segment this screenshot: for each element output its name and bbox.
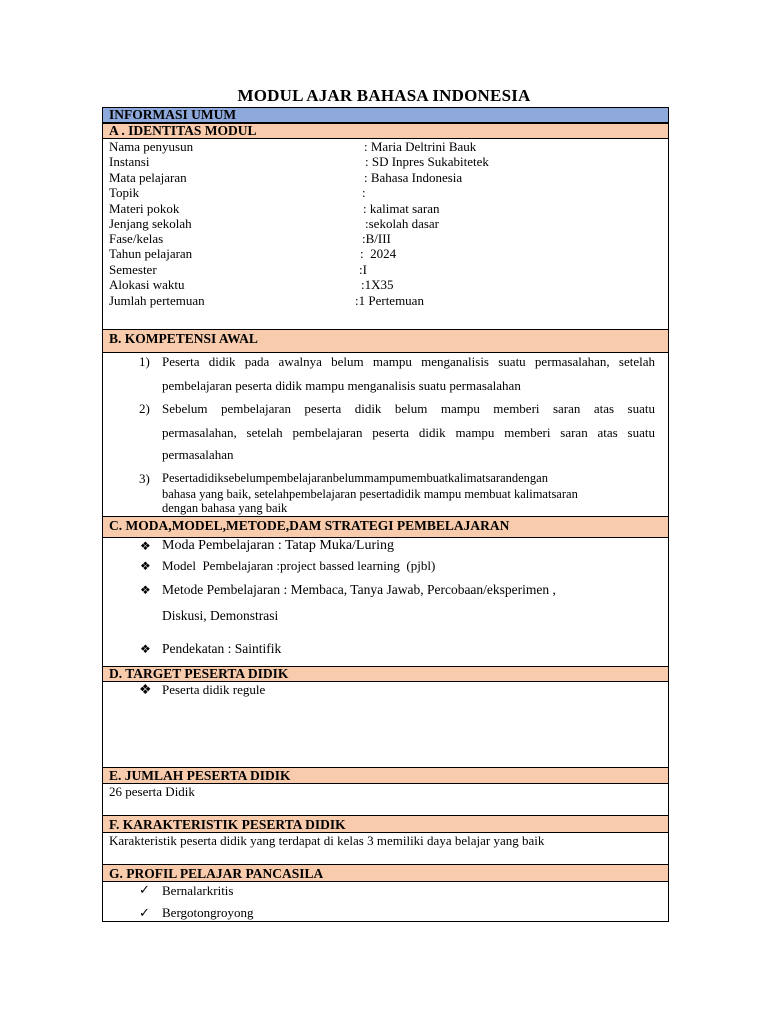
list-item-text: Pendekatan : Saintifik <box>162 641 282 656</box>
list-item-text: Peserta didik pada awalnya belum mampu menganalisis suatu permasalahan, setelah <box>162 354 655 369</box>
list-item-text: Bergotongroyong <box>162 905 254 920</box>
diamond-bullet-icon: ❖ <box>140 583 151 597</box>
identitas-value: :I <box>359 262 367 277</box>
list-item-text: permasalahan, setelah pembelajaran peserta didik mampu memberi saran atas suatu <box>162 425 655 440</box>
diamond-bullet-icon: ❖ <box>140 559 151 573</box>
list-item-text: Moda Pembelajaran : Tatap Muka/Luring <box>162 538 395 553</box>
identitas-value: :1 Pertemuan <box>355 293 424 308</box>
identitas-value: : Bahasa Indonesia <box>364 170 463 185</box>
list-item-text: Peserta didik regule <box>162 682 266 697</box>
identitas-label: Jumlah pertemuan <box>109 293 205 308</box>
list-item-text: Diskusi, Demonstrasi <box>162 608 279 623</box>
identitas-label: Mata pelajaran <box>109 170 187 185</box>
list-item-text: permasalahan <box>162 447 234 462</box>
identitas-value: :B/III <box>362 231 391 246</box>
section-informasi-umum: INFORMASI UMUM <box>103 107 668 123</box>
identitas-label: Fase/kelas <box>109 231 164 246</box>
section-profil-pancasila: G. PROFIL PELAJAR PANCASILA <box>103 864 668 882</box>
diamond-bullet-icon: ❖ <box>139 683 152 698</box>
identitas-value: : 2024 <box>360 246 397 261</box>
list-item-text: Bernalarkritis <box>162 883 234 898</box>
identitas-label: Instansi <box>109 154 150 169</box>
section-jumlah-peserta: E. JUMLAH PESERTA DIDIK <box>103 767 668 784</box>
diamond-bullet-icon: ❖ <box>140 539 151 553</box>
list-item-text: Pesertadidiksebelumpembelajaranbelummampumembuatkalimatsarandengan <box>162 471 548 485</box>
section-identitas-modul: A . IDENTITAS MODUL <box>103 123 668 139</box>
identitas-value: :sekolah dasar <box>365 216 440 231</box>
identitas-label: Materi pokok <box>109 201 180 216</box>
karakteristik-text: Karakteristik peserta didik yang terdapat di kelas 3 memiliki daya belajar yang baik <box>109 833 545 848</box>
section-karakteristik: F. KARAKTERISTIK PESERTA DIDIK <box>103 815 668 833</box>
identitas-value: : Maria Deltrini Bauk <box>364 139 477 154</box>
identitas-label: Semester <box>109 262 157 277</box>
check-icon: ✓ <box>139 882 150 897</box>
identitas-value: : SD Inpres Sukabitetek <box>365 154 489 169</box>
list-item-text: Metode Pembelajaran : Membaca, Tanya Jawab, Percobaan/eksperimen , <box>162 582 556 597</box>
identitas-label: Nama penyusun <box>109 139 194 154</box>
check-icon: ✓ <box>139 905 150 920</box>
section-kompetensi-awal: B. KOMPETENSI AWAL <box>103 329 668 353</box>
identitas-label: Jenjang sekolah <box>109 216 192 231</box>
jumlah-peserta-value: 26 peserta Didik <box>109 784 195 799</box>
list-number: 2) <box>139 401 150 416</box>
list-item-text: bahasa yang baik, setelahpembelajaran pesertadidik mampu membuat kalimatsaran <box>162 487 578 501</box>
list-number: 3) <box>139 471 150 486</box>
list-item-text: pembelajaran peserta didik mampu menganalisis suatu permasalahan <box>162 378 521 393</box>
identitas-value: :1X35 <box>361 277 394 292</box>
list-item-text: Sebelum pembelajaran peserta didik belum mampu memberi saran atas suatu <box>162 401 655 416</box>
list-item-text: Model Pembelajaran :project bassed learning (pjbl) <box>162 558 436 573</box>
diamond-bullet-icon: ❖ <box>140 642 151 656</box>
section-moda-model-metode: C. MODA,MODEL,METODE,DAM STRATEGI PEMBELAJARAN <box>103 516 668 538</box>
section-target-peserta: D. TARGET PESERTA DIDIK <box>103 666 668 682</box>
identitas-value: : kalimat saran <box>363 201 440 216</box>
identitas-label: Topik <box>109 185 140 200</box>
identitas-value: : <box>362 185 366 200</box>
page-title: MODUL AJAR BAHASA INDONESIA <box>237 86 531 105</box>
list-number: 1) <box>139 354 150 369</box>
identitas-label: Tahun pelajaran <box>109 246 193 261</box>
identitas-label: Alokasi waktu <box>109 277 185 292</box>
list-item-text: dengan bahasa yang baik <box>162 501 288 515</box>
